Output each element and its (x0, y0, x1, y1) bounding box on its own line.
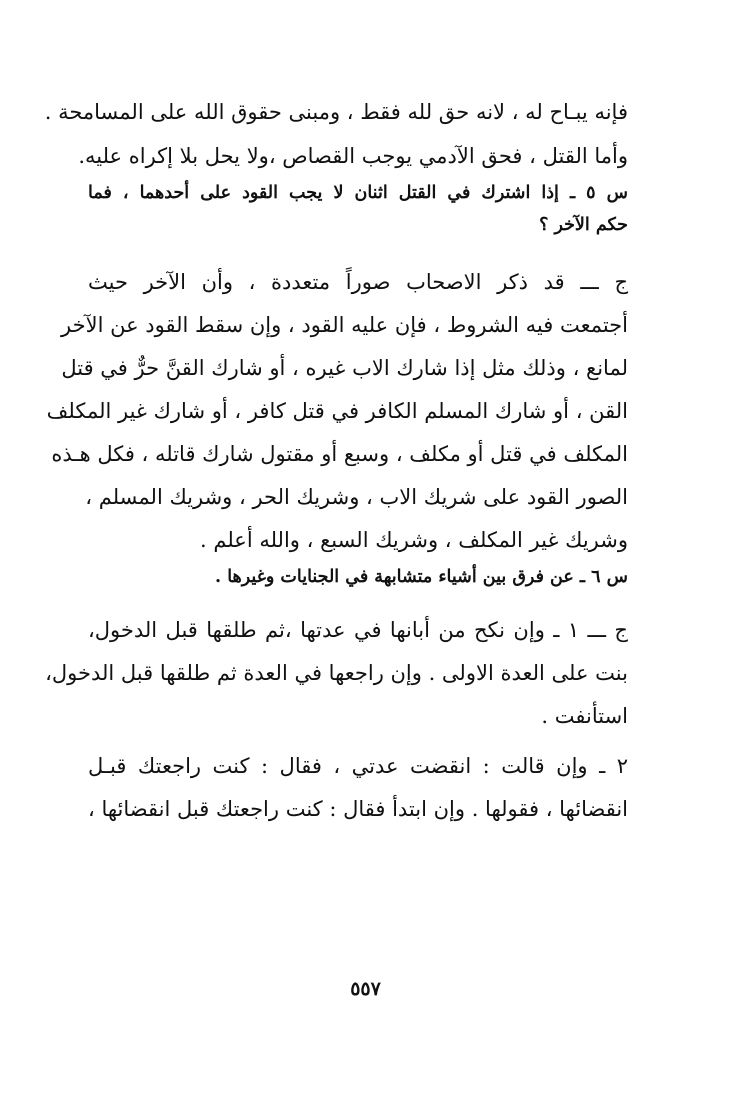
answer-line: لمانع ، وذلك مثل إذا شارك الاب غيره ، أو شارك القنَّ حرٌّ في قتل (61, 356, 628, 380)
question-6 (88, 562, 628, 592)
answer-line: أجتمعت فيه الشروط ، فإن عليه القود ، وإن سقط القود عن الآخر (61, 313, 628, 337)
answer-line: القن ، أو شارك المسلم الكافر في قتل كافر ، أو شارك غير المكلف (46, 399, 628, 423)
answer-6-item-2 (88, 750, 628, 825)
answer-line: ج ـــ قد ذكر الاصحاب صوراً متعددة ، وأن الآخر حيث (88, 270, 628, 294)
answer-line: ج ـــ ١ ـ وإن نكح من أبانها في عدتها ،ثم طلقها قبل الدخول، (88, 618, 628, 642)
answer-line: انقضائها ، فقولها . وإن ابتدأ فقال : كنت راجعتك قبل انقضائها ، (87, 797, 628, 821)
page-number: ٥٥٧ (350, 978, 381, 1000)
question-line: حكم الآخر ؟ (539, 215, 628, 235)
answer-6-item-1 (45, 614, 628, 732)
answer-line: ٢ ـ وإن قالت : انقضت عدتي ، فقال : كنت راجعتك قبـل (88, 754, 628, 778)
answer-5 (46, 266, 628, 556)
paragraph-opening (44, 96, 628, 172)
answer-line: بنت على العدة الاولى . وإن راجعها في العدة ثم طلقها قبل الدخول، (45, 661, 628, 685)
text-line: فإنه يبـاح له ، لانه حق لله فقط ، ومبنى حقوق الله على المسامحة . (44, 100, 628, 124)
question-line: س ٥ ـ إذا اشترك في القتل اثنان لا يجب القود على أحدهما ، فما (88, 183, 628, 203)
answer-line: الصور القود على شريك الاب ، وشريك الحر ، وشريك المسلم ، (85, 485, 628, 509)
answer-line: استأنفت . (541, 704, 628, 728)
question-line: س ٦ ـ عن فرق بين أشياء متشابهة في الجنايات وغيرها . (215, 567, 628, 587)
page-body (44, 96, 628, 825)
text-line: وأما القتل ، فحق الآدمي يوجب القصاص ،ولا يحل بلا إكراه عليه. (78, 144, 628, 168)
answer-line: المكلف في قتل أو مكلف ، وسبع أو مقتول شارك قاتله ، فكل هـذه (51, 442, 628, 466)
question-5 (88, 178, 628, 240)
answer-line: وشريك غير المكلف ، وشريك السبع ، والله أعلم . (200, 528, 628, 552)
